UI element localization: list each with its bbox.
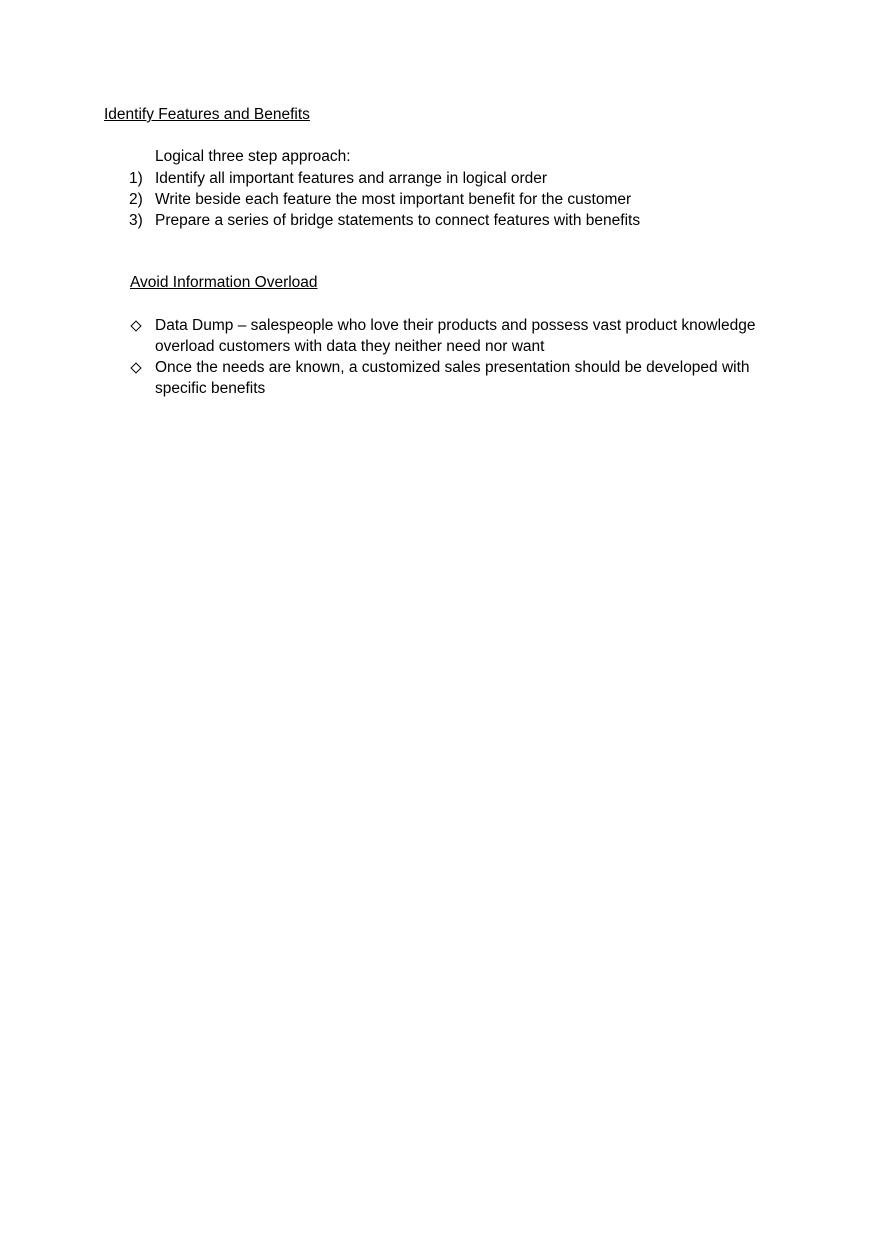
list-item xyxy=(129,210,640,231)
list-item xyxy=(129,189,640,210)
diamond-bullet-icon xyxy=(130,320,141,331)
list-item xyxy=(129,168,640,189)
step-text: Prepare a series of bridge statements to connect features with benefits xyxy=(155,212,641,229)
bullet-text: Data Dump – salespeople who love their products and possess vast product knowledge overload customers with data they neither need nor want xyxy=(155,317,756,355)
section-title-features-benefits: Identify Features and Benefits xyxy=(104,106,310,123)
bullet-text: Once the needs are known, a customized sales presentation should be developed with specific benefits xyxy=(155,359,750,397)
step-text: Identify all important features and arrange in logical order xyxy=(155,170,548,187)
steps-list xyxy=(129,168,640,231)
diamond-bullet-icon xyxy=(130,362,141,373)
step-number: 2) xyxy=(129,191,143,208)
list-item xyxy=(129,315,779,357)
step-number: 3) xyxy=(129,212,143,229)
list-item xyxy=(129,357,779,399)
section-title-information-overload: Avoid Information Overload xyxy=(130,274,318,291)
step-number: 1) xyxy=(129,170,143,187)
overload-bullet-list xyxy=(129,315,779,399)
step-text: Write beside each feature the most important benefit for the customer xyxy=(155,191,632,208)
approach-intro: Logical three step approach: xyxy=(155,148,351,165)
